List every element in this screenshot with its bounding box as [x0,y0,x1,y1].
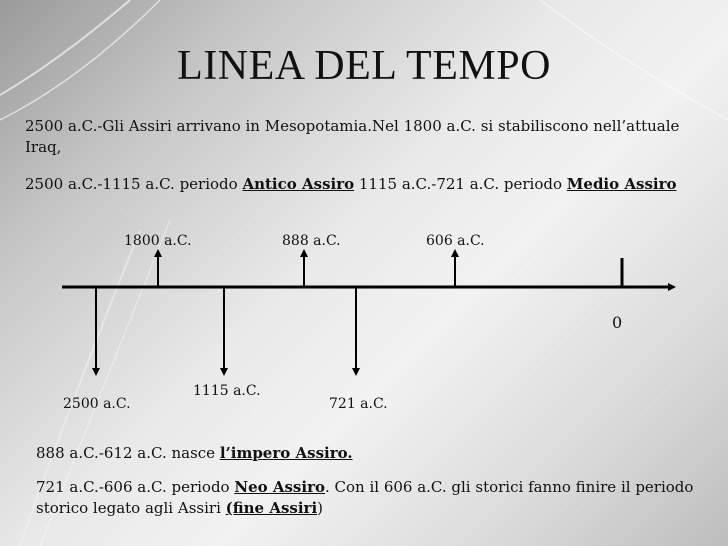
neo-text-1: 721 a.C.-606 a.C. periodo [36,478,235,496]
label-606: 606 a.C. [426,233,485,249]
label-zero: 0 [612,313,623,332]
impero-assiro-link: l’impero Assiro. [219,444,353,462]
medio-assiro-link: Medio Assiro [566,175,677,193]
label-1115: 1115 a.C. [193,383,261,399]
paragraph-arrival: 2500 a.C.-Gli Assiri arrivano in Mesopotamia.Nel 1800 a.C. si stabiliscono nell’attuale Iraq, [25,117,680,156]
paragraph-impero [36,443,716,464]
periods-text-2: 1115 a.C.-721 a.C. periodo [354,175,567,193]
label-1800: 1800 a.C. [124,233,192,249]
neo-assiro-link: Neo Assiro [234,478,325,496]
paragraph-neo-assiro [36,477,706,519]
label-2500: 2500 a.C. [63,396,131,412]
fine-assiri-link: (fine Assiri [225,499,318,517]
antico-assiro-link: Antico Assiro [242,175,355,193]
label-888: 888 a.C. [282,233,341,249]
neo-text-2: . Con il 606 a.C. gli storici fanno finire il periodo storico legato agli Assiri [36,478,694,517]
impero-text: 888 a.C.-612 a.C. nasce [36,444,220,462]
label-721: 721 a.C. [329,396,388,412]
slide-title: LINEA DEL TEMPO [177,43,551,89]
neo-text-3: ) [317,499,324,517]
periods-text-1: 2500 a.C.-1115 a.C. periodo [25,175,243,193]
